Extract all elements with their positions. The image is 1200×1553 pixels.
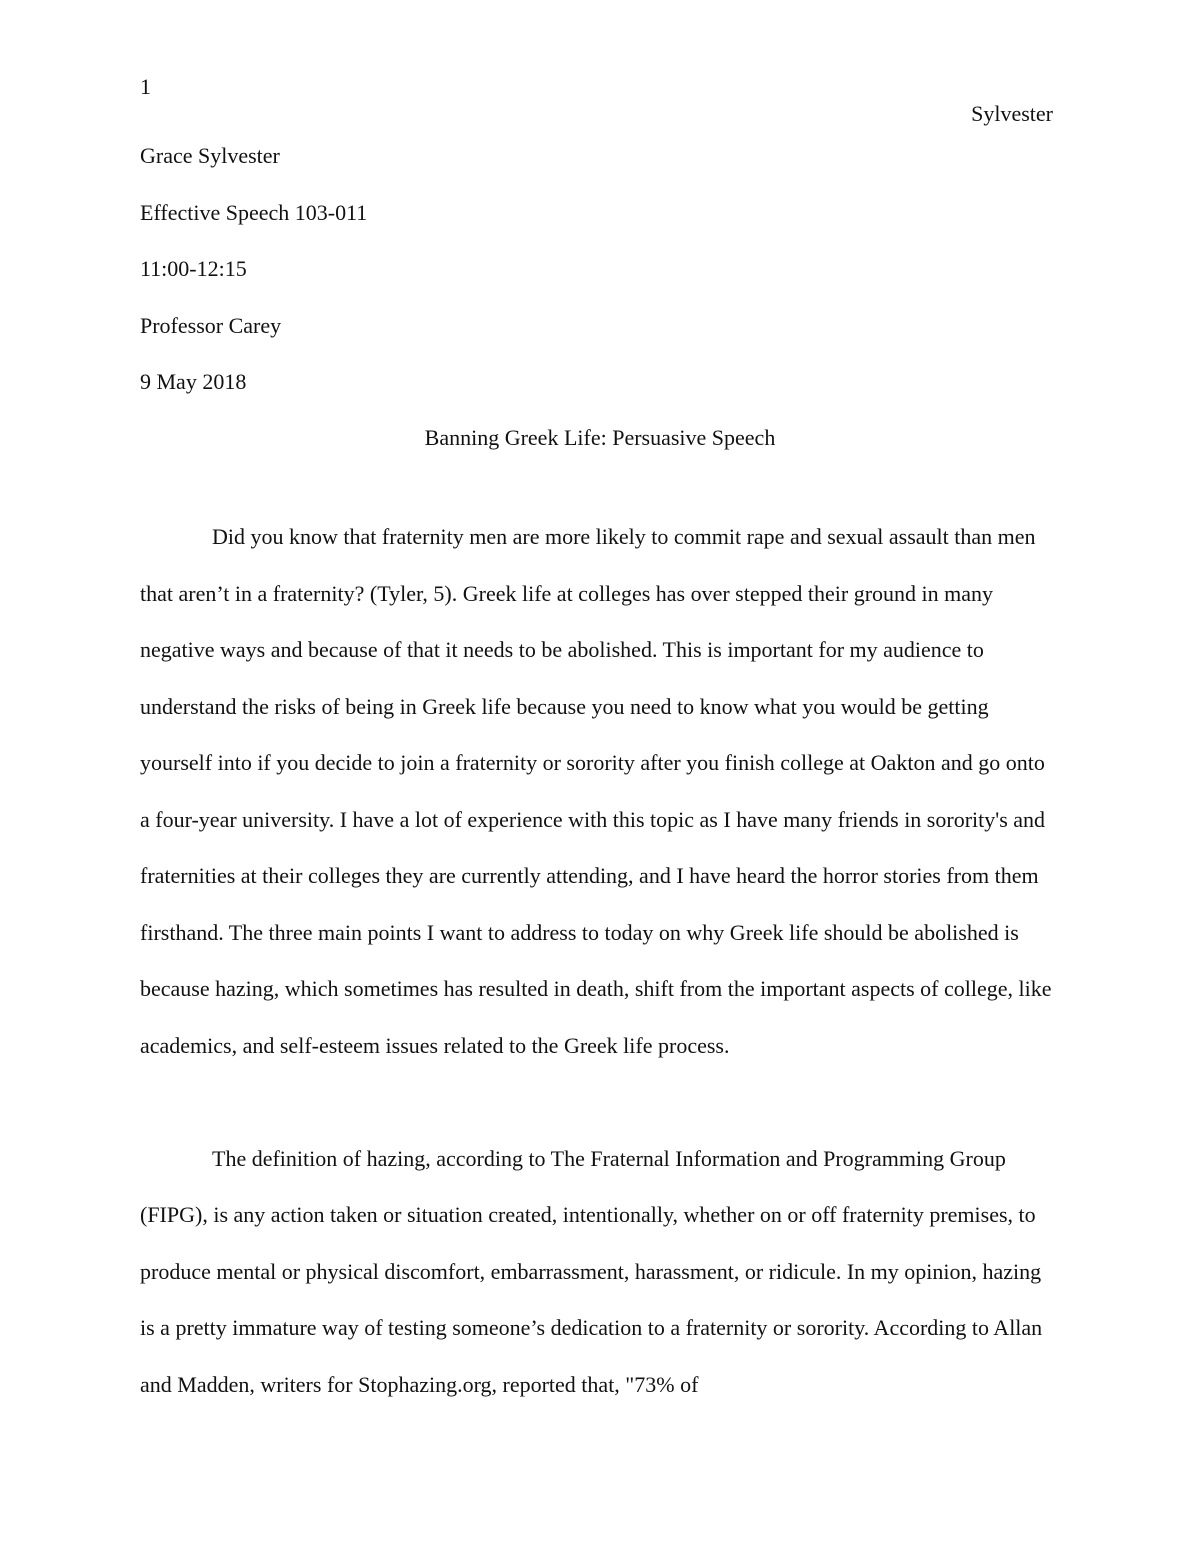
professor-name: Professor Carey (140, 312, 282, 338)
paragraph-introduction: Did you know that fraternity men are more likely to commit rape and sexual assault than men that aren’t in a fraternity? (Tyler, 5). Greek life at colleges has over stepped their ground in many negative ways and because of that it needs to be abolished. This is important for my audience to understand the risks of being in Greek life because you need to know what you would be getting yourself into if you decide to join a fraternity or sorority after you finish college at Oakton and go onto a four-year university. I have a lot of experience with this topic as I have many friends in sorority's and fraternities at their colleges they are currently attending, and I have heard the horror stories from them firsthand. The three main points I want to address to today on why Greek life should be abolished is because hazing, which sometimes has resulted in death, shift from the important aspects of college, like academics, and self-esteem issues related to the Greek life process. (140, 524, 1052, 1058)
document-date: 9 May 2018 (140, 369, 247, 394)
class-time: 11:00-12:15 (140, 256, 247, 281)
author-name: Grace Sylvester (140, 143, 280, 168)
running-head: Sylvester (971, 101, 1053, 126)
course-name: Effective Speech 103-011 (140, 199, 368, 225)
document-body (140, 509, 1060, 1413)
document-title: Banning Greek Life: Persuasive Speech (424, 425, 776, 450)
paragraph-hazing-definition: The definition of hazing, according to The Fraternal Information and Programming Group (FIPG), is any action taken or situation created, intentionally, whether on or off fraternity premises, to produce mental or physical discomfort, embarrassment, harassment, or ridicule. In my opinion, hazing is a pretty immature way of testing someone’s dedication to a fraternity or sorority. According to Allan and Madden, writers for Stophazing.org, reported that, "73% of (140, 1145, 1043, 1397)
paragraph-spacer (140, 1074, 1060, 1131)
mla-heading (140, 143, 1060, 426)
page-number: 1 (140, 74, 151, 99)
